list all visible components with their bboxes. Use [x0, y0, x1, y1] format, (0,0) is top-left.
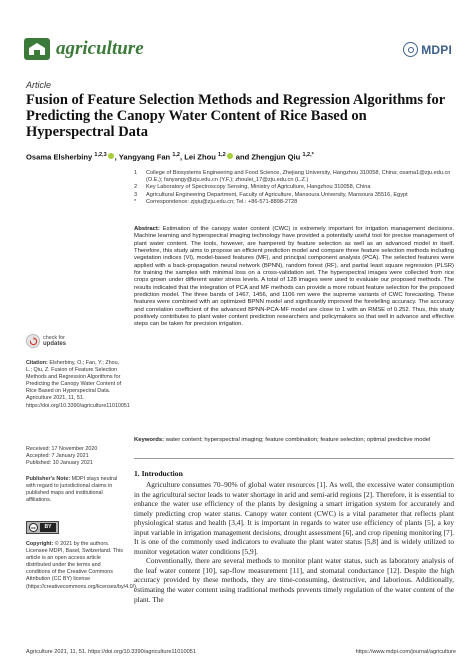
refresh-icon	[26, 334, 40, 348]
section-divider	[134, 458, 454, 459]
author-affiliation-marker: 1,2	[217, 152, 226, 158]
author-affiliation-marker: 1,2,*	[302, 152, 314, 158]
affiliation-text: College of Biosystems Engineering and Food Science, Zhejiang University, Hangzhou 310058, China; osama1@zju.edu.cn (O.E.); fanyangy@zju.edu.cn (Y.F.); zhoulei_17@zju.edu.cn (L.Z.)	[146, 170, 451, 184]
keywords-text: water content; hyperspectral imaging; feature combination; feature selection; optimal predictive model	[165, 437, 431, 443]
citation-text[interactable]: Elsherbiny, O.; Fan, Y.; Zhou, L.; Qiu, Z. Fusion of Feature Selection Methods and Regression Algorithms for Predicting the Canopy Water Content of Rice Based on Hyperspectral Data. Agriculture 2021, 11, 51. https://doi.org/10.3390/agriculture11010051	[26, 360, 130, 409]
introduction-paragraph: Conventionally, there are several methods to monitor plant water status, such as laboratory analysis of the leaf water content [10], sap-flow measurement [11], and stomatal conductance [12]. Despite the high accuracy provided by these methods, they are time-consuming, destructive, and laborious. Additionally, estimating the water content using traditional methods prevents timely regulation of the water content of the plant. The	[134, 556, 454, 604]
footer-journal-link[interactable]: https://www.mdpi.com/journal/agriculture	[355, 649, 456, 655]
introduction-heading: 1. Introduction	[134, 469, 183, 478]
affiliation-item	[134, 192, 454, 199]
article-title: Fusion of Feature Selection Methods and Regression Algorithms for Predicting the Canopy Water Content of Rice Based on Hyperspectral Data	[26, 92, 445, 140]
author-affiliation-marker: 1,2,3	[94, 152, 107, 158]
affiliation-number: 1	[134, 170, 138, 176]
check-for-updates-button[interactable]	[26, 334, 66, 348]
affiliations	[134, 170, 454, 206]
published-date: Published: 10 January 2021	[26, 460, 93, 467]
cc-license-badge[interactable]	[26, 521, 59, 534]
citation-label: Citation:	[26, 360, 48, 366]
publisher-logo[interactable]	[403, 42, 452, 57]
copyright-block	[26, 541, 138, 591]
author-name[interactable]: Zhengjun Qiu	[251, 152, 301, 162]
correspondence	[134, 199, 454, 206]
article-type: Article	[26, 80, 52, 90]
journal-logo[interactable]	[24, 38, 144, 60]
author-name[interactable]: Yangyang Fan	[118, 152, 171, 162]
affiliation-item	[134, 184, 454, 191]
introduction-paragraph: Agriculture consumes 70–90% of global water resources [1]. As well, the excessive water consumption in the agricultural sector leads to water shortage in arid and semi-arid regions [2]. Therefore, it is essential to enhance the water use efficiency of the plants by designing a smart irrigation system for accurately and timely predicting crop water status. Canopy water content (CWC) is a vital parameter that reflects plant physiological status and health [3,4]. It is important in regards to water use efficiency of plants [5], a key input variable in irrigation management decisions, drought assessment [6], and crop ripening monitoring [7]. It is one of the commonly used indicators to evaluate the plant water status [5,8] and is widely utilized to monitor vegetation water conditions [5,9].	[134, 480, 454, 556]
creative-commons-icon: cc	[29, 523, 38, 532]
author-list: Osama Elsherbiny $^{1,2,3}$ , Yangyang Fan $^{1,2}$, Lei Zhou $^{1,2}$ and Zhengjun Qiu $^{1,2,*}$	[26, 152, 314, 162]
abstract-label: Abstract:	[134, 226, 160, 232]
introduction-body	[134, 480, 454, 604]
mdpi-icon	[403, 42, 418, 57]
correspondence-marker: *	[134, 198, 137, 205]
received-date: Received: 17 November 2020	[26, 446, 98, 452]
affiliation-text: Key Laboratory of Spectroscopy Sensing, Ministry of Agriculture, Hangzhou 310058, China	[146, 184, 371, 191]
journal-name: agriculture	[56, 38, 144, 59]
affiliation-item	[134, 170, 454, 184]
publisher-note	[26, 476, 124, 504]
check-for-updates-label: check for updates	[43, 335, 67, 347]
citation-block	[26, 360, 130, 410]
orcid-icon[interactable]	[108, 153, 114, 159]
publisher-name: MDPI	[421, 42, 452, 57]
accepted-date: Accepted: 7 January 2021	[26, 453, 89, 460]
correspondence-text[interactable]: Correspondence: zjqiu@zju.edu.cn; Tel.: +86-571-8898-2728	[146, 198, 298, 205]
page-footer	[26, 649, 456, 655]
publisher-note-text: MDPI stays neutral with regard to jurisdictional claims in published maps and institutional affiliations.	[26, 476, 118, 504]
affiliation-number: 2	[134, 184, 138, 191]
abstract	[134, 226, 454, 329]
keywords-label: Keywords:	[134, 437, 165, 443]
author-name[interactable]: Osama Elsherbiny	[26, 152, 93, 162]
dates-block	[26, 446, 124, 467]
cc-by-label: BY	[40, 523, 56, 532]
copyright-label: Copyright:	[26, 541, 54, 547]
author-affiliation-marker: 1,2	[172, 152, 180, 158]
barn-icon	[24, 38, 50, 60]
abstract-text: Estimation of the canopy water content (CWC) is extremely important for irrigation management decisions. Machine learning and hyperspectral imaging technology have provided a potentially useful tool for precise management of plant water content. The tools, however, are hampered by feature selection as well as an advanced model in itself. Therefore, this study aims to propose an efficient prediction model and compare three feature selection methods including vegetation indices (VI), model-based features (MF), and principal component analysis (PCA). The selected features were applied with a back-propagation neural network (BPNN), random forest (RF), and partial least square regression (PLSR) for training the samples with minimal loss on a cross-validation set. The hyperspectral images were collected from rice crops grown under different water stress levels. A total of 128 images were used to evaluate our proposed methods. The results indicated that the integration of PCA and MF methods can provide a more robust feature selection for the proposed prediction model. The three bands of 1467, 1456, and 1106 nm were the supreme variants of CWC forecasting. These features were combined with an optimized BPNN model and significantly improved the foretelling accuracy. The accuracy and correlation coefficient of the advanced BPNN-PCA-MF model are close to 1 with an RMSE of 0.252. Thus, this study positively contributes to plant water content prediction researchers and policymakers so that well in advance and effective steps can be taken for precision irrigation.	[134, 226, 454, 328]
affiliation-number: 3	[134, 191, 138, 198]
copyright-text: © 2021 by the authors. Licensee MDPI, Basel, Switzerland. This article is an open access article distributed under the terms and conditions of the Creative Commons Attribution (CC BY) license (https://creativecommons.org/licenses/by/4.0/).	[26, 541, 138, 590]
footer-citation-link[interactable]: Agriculture 2021, 11, 51. https://doi.org/10.3390/agriculture11010051	[26, 649, 196, 655]
keywords	[134, 437, 454, 444]
author-name[interactable]: Lei Zhou	[184, 152, 216, 162]
orcid-icon[interactable]	[227, 153, 233, 159]
affiliation-text: Agricultural Engineering Department, Faculty of Agriculture, Mansoura University, Mansoura 35516, Egypt	[146, 191, 408, 198]
publisher-note-label: Publisher's Note:	[26, 476, 71, 482]
